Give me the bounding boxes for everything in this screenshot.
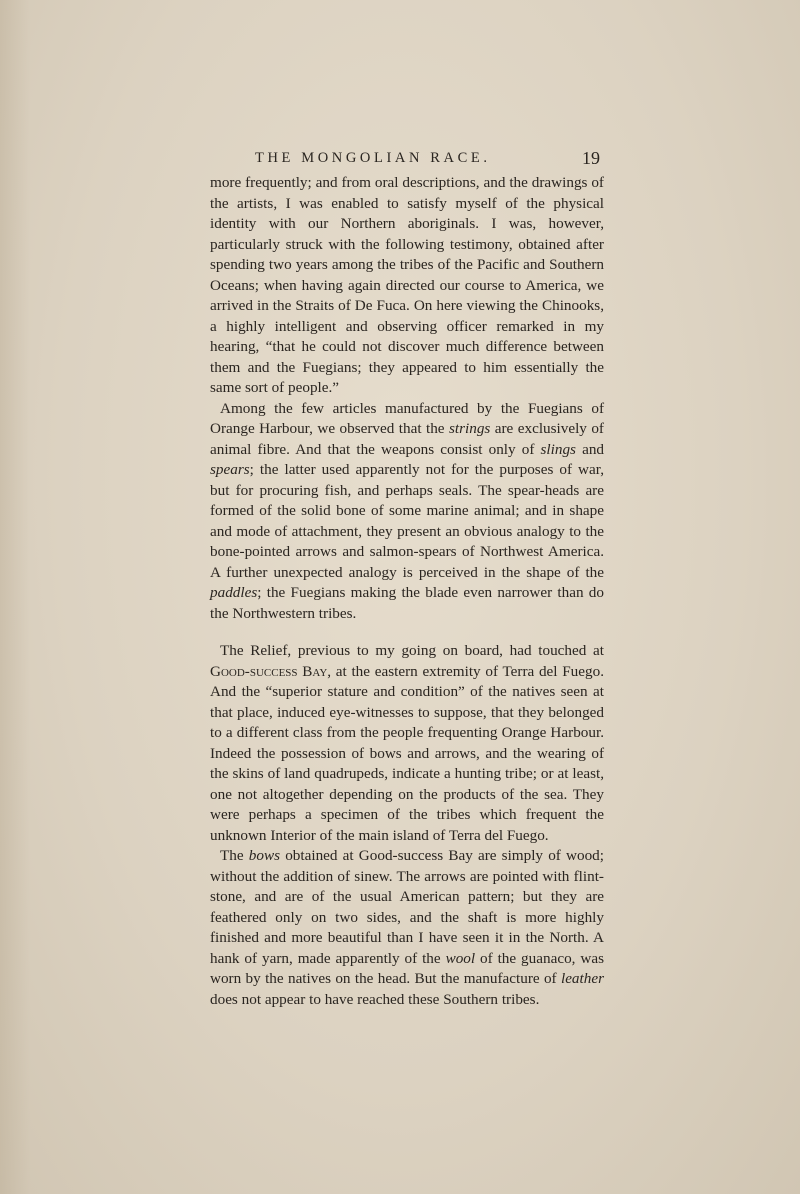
page-header [255, 148, 600, 172]
text-run-italic: paddles [210, 584, 258, 601]
text-run: does not appear to have reached these Southern tribes. [210, 990, 540, 1008]
text-run: The [220, 847, 249, 864]
paragraph-2 [210, 399, 604, 625]
text-run: are exclusively of animal fibre. And that the weapons consist only of [210, 420, 604, 458]
text-run: The Relief, previous to my going on board, had touched at [220, 642, 604, 659]
paragraph-3 [210, 641, 604, 846]
paragraph-4 [210, 846, 604, 1010]
text-run: more frequently; and from oral descriptions, and the drawings of the artists, I was enabled to satisfy myself of the physical identity with our Northern aboriginals. I was, however, particularly struck with the following testimony, obtained after spending two years among the tribes of the Pacific and Southern Oceans; when having again directed our course to America, we arrived in the Straits of De Fuca. On here viewing the Chinooks, a highly intelligent and observing officer remarked in my hearing, “that he could not discover much difference between them and the Fuegians; they appeared to him essentially the same sort of people.” [210, 174, 604, 396]
text-run-italic: slings [540, 440, 576, 458]
text-run-small-caps: Good-success Bay [210, 662, 328, 680]
page-number: 19 [582, 148, 600, 168]
text-run: obtained at Good-success Bay are simply of wood; without the addition of sinew. The arrows are pointed with flint-stone, and are of the usual American pattern; but they are feathered only on two sides, and the shaft is more highly finished and more beautiful than I have seen it in the North. A hank of yarn, made apparently of the [210, 847, 604, 967]
text-run: of the guanaco, was worn by the natives on the head. But the manufacture of [210, 949, 604, 987]
body-text [210, 173, 604, 1010]
text-run-italic: leather [560, 970, 604, 987]
text-run: and [575, 440, 605, 458]
paragraph-1 [210, 173, 604, 399]
running-title: THE MONGOLIAN RACE. [255, 150, 491, 166]
text-run: , at the eastern extremity of Terra del Fuego. And the “superior stature and condition” of the natives seen at that place, induced eye-witnesses to suppose, that they belonged to a different class from the people frequenting Orange Harbour. Indeed the possession of bows and arrows, and the wearing of the skins of land quadrupeds, indicate a hunting tribe; or at least, one not altogether depending on the products of the sea. They were perhaps a specimen of the tribes which frequent the unknown Interior of the main island of Terra del Fuego. [210, 662, 604, 844]
text-run: Among the few articles manufactured by the Fuegians of Orange Harbour, we observed that the [210, 399, 604, 437]
text-run-italic: spears [210, 461, 250, 478]
text-run: ; the latter used apparently not for the purposes of war, but for procuring fish, and perhaps seals. The spear-heads are formed of the solid bone of some marine animal; and in shape and mode of attachment, they present an obvious analogy to the bone-pointed arrows and salmon-spears of Northwest America. A further unexpected analogy is perceived in the shape of the [210, 461, 604, 581]
text-run: ; the Fuegians making the blade even narrower than do the Northwestern tribes. [210, 584, 604, 622]
text-run-italic: wool [445, 949, 476, 967]
text-run-italic: strings [448, 420, 491, 437]
text-run-italic: bows [248, 847, 281, 864]
